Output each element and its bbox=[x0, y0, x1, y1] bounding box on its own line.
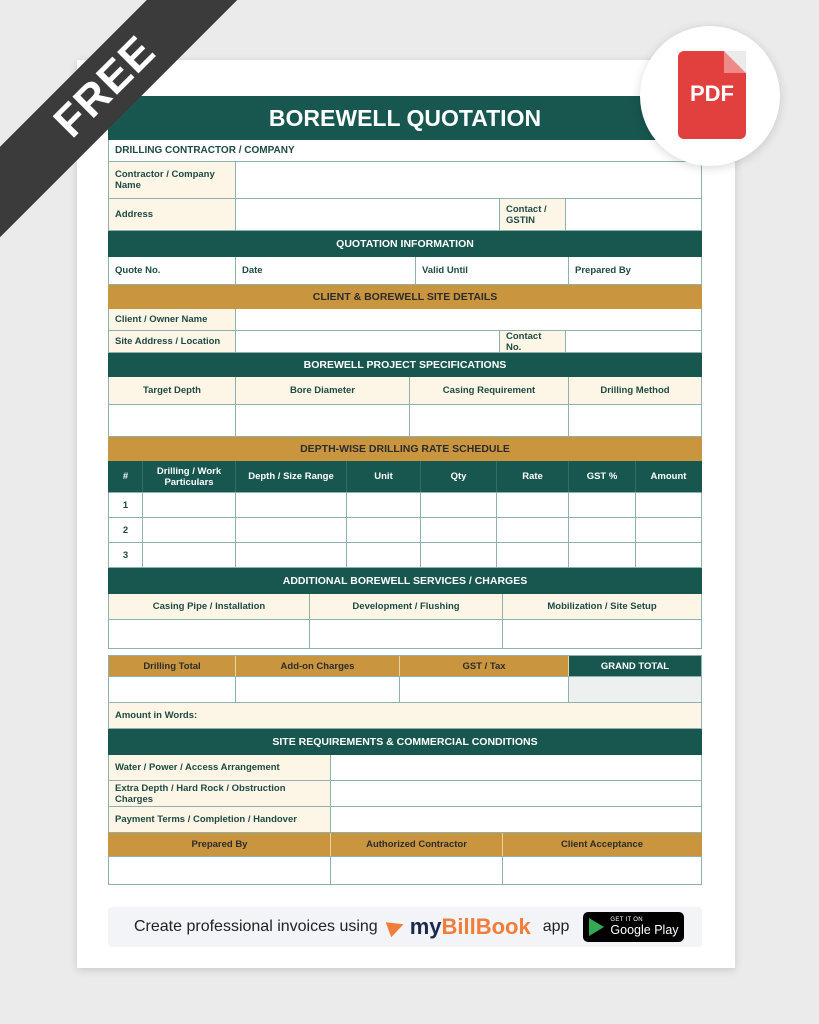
app-text: app bbox=[542, 918, 570, 935]
casing-requirement-field[interactable] bbox=[410, 405, 569, 436]
drilling-total-field[interactable] bbox=[109, 677, 236, 702]
site-address-field[interactable] bbox=[236, 331, 500, 352]
col-rate: Rate bbox=[497, 461, 569, 492]
grand-total-field[interactable] bbox=[569, 677, 701, 702]
particulars-cell[interactable] bbox=[143, 543, 236, 567]
mybillbook-logo-icon bbox=[385, 917, 406, 938]
bore-diameter-field[interactable] bbox=[236, 405, 410, 436]
gst-cell[interactable] bbox=[569, 493, 636, 517]
google-play-icon bbox=[589, 918, 604, 936]
condition-row bbox=[108, 781, 702, 807]
totals-value-row bbox=[108, 677, 702, 703]
contact-no-field[interactable] bbox=[566, 331, 701, 352]
gst-tax-header: GST / Tax bbox=[400, 656, 569, 676]
authorized-contractor-signature[interactable] bbox=[331, 857, 503, 884]
site-address-label: Site Address / Location bbox=[109, 331, 236, 352]
owner-field[interactable] bbox=[236, 309, 701, 330]
table-row bbox=[108, 543, 702, 568]
col-particulars: Drilling / Work Particulars bbox=[143, 461, 236, 492]
drilling-method-header: Drilling Method bbox=[569, 377, 701, 404]
contact-gstin-field[interactable] bbox=[566, 199, 701, 230]
casing-pipe-field[interactable] bbox=[109, 620, 310, 648]
banner-text: Create professional invoices using bbox=[134, 918, 378, 935]
pdf-badge[interactable] bbox=[640, 26, 780, 166]
extra-depth-label: Extra Depth / Hard Rock / Obstruction Charges bbox=[109, 781, 331, 806]
addon-charges-header: Add-on Charges bbox=[236, 656, 400, 676]
valid-until-field[interactable]: Valid Until bbox=[416, 257, 569, 284]
quote-no-field[interactable]: Quote No. bbox=[109, 257, 236, 284]
client-section-title: CLIENT & BOREWELL SITE DETAILS bbox=[108, 285, 702, 309]
date-field[interactable]: Date bbox=[236, 257, 416, 284]
table-row bbox=[108, 493, 702, 518]
signatures-header-row bbox=[108, 833, 702, 857]
brand-billbook: BillBook bbox=[441, 914, 531, 939]
prepared-by-sign-header: Prepared By bbox=[109, 833, 331, 856]
particulars-cell[interactable] bbox=[143, 518, 236, 542]
gst-tax-field[interactable] bbox=[400, 677, 569, 702]
quotation-info-row bbox=[108, 257, 702, 285]
specs-header-row bbox=[108, 377, 702, 405]
row-number: 2 bbox=[109, 518, 143, 542]
contractor-name-field[interactable] bbox=[236, 162, 701, 198]
rate-cell[interactable] bbox=[497, 493, 569, 517]
amount-cell[interactable] bbox=[636, 518, 701, 542]
rate-cell[interactable] bbox=[497, 543, 569, 567]
signatures-value-row bbox=[108, 857, 702, 885]
brand-my: my bbox=[409, 914, 442, 939]
depth-cell[interactable] bbox=[236, 543, 347, 567]
address-field[interactable] bbox=[236, 199, 500, 230]
col-qty: Qty bbox=[421, 461, 497, 492]
addon-charges-field[interactable] bbox=[236, 677, 400, 702]
qty-cell[interactable] bbox=[421, 543, 497, 567]
qty-cell[interactable] bbox=[421, 518, 497, 542]
unit-cell[interactable] bbox=[347, 543, 421, 567]
address-label: Address bbox=[109, 199, 236, 230]
amount-words-label[interactable]: Amount in Words: bbox=[115, 710, 198, 721]
amount-cell[interactable] bbox=[636, 493, 701, 517]
conditions-section-title: SITE REQUIREMENTS & COMMERCIAL CONDITIONS bbox=[108, 729, 702, 755]
services-value-row bbox=[108, 620, 702, 649]
unit-cell[interactable] bbox=[347, 518, 421, 542]
gst-cell[interactable] bbox=[569, 518, 636, 542]
services-header-row bbox=[108, 594, 702, 620]
qty-cell[interactable] bbox=[421, 493, 497, 517]
specs-value-row bbox=[108, 405, 702, 437]
services-section-title: ADDITIONAL BOREWELL SERVICES / CHARGES bbox=[108, 568, 702, 594]
amount-cell[interactable] bbox=[636, 543, 701, 567]
development-flushing-field[interactable] bbox=[310, 620, 503, 648]
row-number: 1 bbox=[109, 493, 143, 517]
prepared-by-signature[interactable] bbox=[109, 857, 331, 884]
contact-no-label: Contact No. bbox=[500, 331, 566, 352]
client-owner-row bbox=[108, 309, 702, 331]
bore-diameter-header: Bore Diameter bbox=[236, 377, 410, 404]
payment-terms-field[interactable] bbox=[331, 807, 701, 832]
depth-cell[interactable] bbox=[236, 518, 347, 542]
extra-depth-field[interactable] bbox=[331, 781, 701, 806]
col-amount: Amount bbox=[636, 461, 701, 492]
payment-terms-label: Payment Terms / Completion / Handover bbox=[109, 807, 331, 832]
drilling-total-header: Drilling Total bbox=[109, 656, 236, 676]
store-big-text: Google Play bbox=[610, 923, 679, 937]
client-acceptance-signature[interactable] bbox=[503, 857, 701, 884]
contractor-section-title: DRILLING CONTRACTOR / COMPANY bbox=[108, 140, 702, 162]
contact-gstin-label: Contact / GSTIN bbox=[500, 199, 566, 230]
authorized-contractor-header: Authorized Contractor bbox=[331, 833, 503, 856]
amount-words-row bbox=[108, 703, 702, 729]
casing-pipe-header: Casing Pipe / Installation bbox=[109, 594, 310, 619]
particulars-cell[interactable] bbox=[143, 493, 236, 517]
water-power-label: Water / Power / Access Arrangement bbox=[109, 755, 331, 780]
col-number: # bbox=[109, 461, 143, 492]
depth-cell[interactable] bbox=[236, 493, 347, 517]
google-play-button[interactable] bbox=[583, 912, 684, 942]
prepared-by-field[interactable]: Prepared By bbox=[575, 265, 631, 276]
free-ribbon bbox=[0, 0, 260, 260]
col-unit: Unit bbox=[347, 461, 421, 492]
col-depth-size: Depth / Size Range bbox=[236, 461, 347, 492]
schedule-header-row bbox=[108, 461, 702, 493]
totals-header-row bbox=[108, 655, 702, 677]
store-small-text: GET IT ON bbox=[610, 917, 643, 923]
condition-row bbox=[108, 807, 702, 833]
mybillbook-logo[interactable] bbox=[388, 914, 531, 940]
row-number: 3 bbox=[109, 543, 143, 567]
water-power-field[interactable] bbox=[331, 755, 701, 780]
drilling-method-field[interactable] bbox=[569, 405, 701, 436]
mobilization-field[interactable] bbox=[503, 620, 701, 648]
target-depth-field[interactable] bbox=[109, 405, 236, 436]
pdf-file-icon bbox=[678, 51, 746, 139]
specs-section-title: BOREWELL PROJECT SPECIFICATIONS bbox=[108, 353, 702, 377]
mobilization-header: Mobilization / Site Setup bbox=[503, 594, 701, 619]
development-flushing-header: Development / Flushing bbox=[310, 594, 503, 619]
free-label: FREE bbox=[44, 26, 165, 147]
quotation-section-title: QUOTATION INFORMATION bbox=[108, 231, 702, 257]
pdf-label: PDF bbox=[690, 81, 734, 106]
target-depth-header: Target Depth bbox=[109, 377, 236, 404]
page-title: BOREWELL QUOTATION bbox=[108, 96, 702, 140]
client-acceptance-header: Client Acceptance bbox=[503, 833, 701, 856]
table-row bbox=[108, 518, 702, 543]
promo-banner bbox=[108, 907, 702, 947]
client-site-row bbox=[108, 331, 702, 353]
unit-cell[interactable] bbox=[347, 493, 421, 517]
col-gst: GST % bbox=[569, 461, 636, 492]
grand-total-header: GRAND TOTAL bbox=[569, 656, 701, 676]
gst-cell[interactable] bbox=[569, 543, 636, 567]
casing-requirement-header: Casing Requirement bbox=[410, 377, 569, 404]
owner-label: Client / Owner Name bbox=[109, 309, 236, 330]
rate-cell[interactable] bbox=[497, 518, 569, 542]
condition-row bbox=[108, 755, 702, 781]
contractor-name-label: Contractor / Company Name bbox=[109, 162, 236, 198]
schedule-section-title: DEPTH-WISE DRILLING RATE SCHEDULE bbox=[108, 437, 702, 461]
